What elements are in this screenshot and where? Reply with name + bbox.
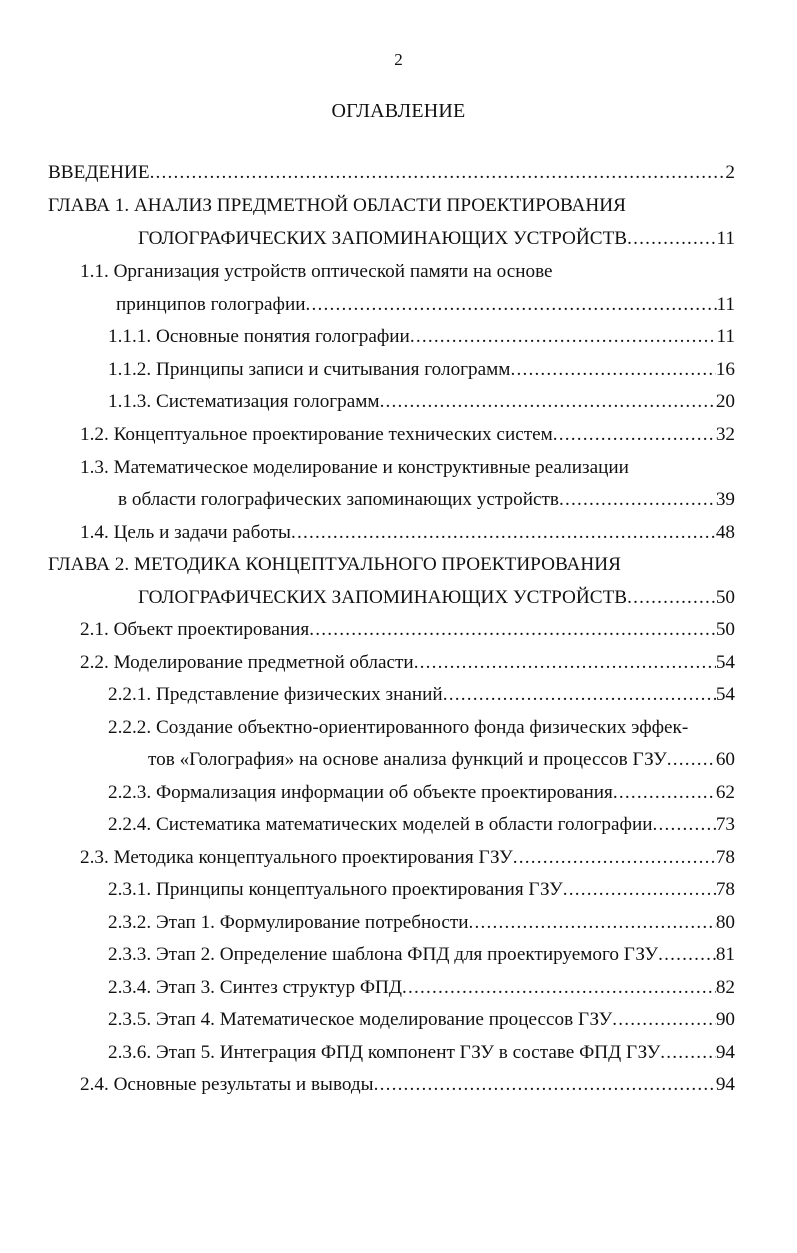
toc-entry-text: ГОЛОГРАФИЧЕСКИХ ЗАПОМИНАЮЩИХ УСТРОЙСТВ (138, 228, 628, 249)
toc-page-number: 62 (715, 782, 735, 803)
toc-entry-text: 2.3.5. Этап 4. Математическое моделирование процессов ГЗУ (108, 1009, 613, 1030)
toc-entry-2-3-6[interactable] (108, 1038, 735, 1068)
toc-entry-1-1-2[interactable] (108, 355, 735, 385)
toc-entry-text: 1.1.1. Основные понятия голографии (108, 326, 410, 347)
toc-entry-2-3-2[interactable] (108, 908, 735, 938)
toc-entry-text: 2.3.6. Этап 5. Интеграция ФПД компонент ГЗУ в составе ФПД ГЗУ (108, 1042, 661, 1063)
toc-entry-text: принципов голографии (116, 294, 306, 315)
dot-leader (443, 680, 716, 710)
toc-entry-text: 1.1.3. Систематизация голограмм (108, 391, 380, 412)
toc-entry-2-1[interactable] (80, 615, 735, 645)
page-number: 2 (394, 50, 403, 69)
toc-entry-text: 2.4. Основные результаты и выводы (80, 1074, 374, 1095)
toc-section-1-3-heading[interactable]: 1.3. Математическое моделирование и конструктивные реализации (80, 457, 629, 478)
toc-entry-1-2[interactable] (80, 420, 735, 450)
dot-leader (469, 908, 716, 938)
toc-entry-2-2-4[interactable] (108, 810, 735, 840)
toc-entry-1-4[interactable] (80, 518, 735, 548)
toc-page-number: 16 (715, 359, 735, 380)
toc-page-number: 90 (715, 1009, 735, 1030)
toc-entry-text: ГОЛОГРАФИЧЕСКИХ ЗАПОМИНАЮЩИХ УСТРОЙСТВ (138, 587, 628, 608)
toc-page-number: 78 (715, 847, 735, 868)
dot-leader (627, 583, 716, 613)
dot-leader (510, 355, 715, 385)
toc-entry-text: 2.2.4. Систематика математических моделей в области голографии (108, 814, 653, 835)
toc-entry-2-3-1[interactable] (108, 875, 735, 905)
dot-leader (658, 940, 716, 970)
dot-leader (414, 648, 716, 678)
dot-leader (309, 615, 716, 645)
dot-leader (553, 420, 716, 450)
toc-entry-text: 2.3. Методика концептуального проектирования ГЗУ (80, 847, 513, 868)
toc-entry-2-3-3[interactable] (108, 940, 735, 970)
toc-entry-text: ВВЕДЕНИЕ (48, 162, 150, 183)
toc-page-number: 78 (715, 879, 735, 900)
toc-page-number: 32 (715, 424, 735, 445)
toc-entry-text: в области голографических запоминающих устройств (118, 489, 559, 510)
toc-entry-text: 1.1.2. Принципы записи и считывания голограмм (108, 359, 511, 380)
page-title: ОГЛАВЛЕНИЕ (331, 100, 466, 122)
toc-entry-2-2[interactable] (80, 648, 735, 678)
toc-page-number: 48 (715, 522, 735, 543)
toc-entry-2-2-2[interactable] (148, 745, 735, 775)
toc-page-number: 94 (715, 1074, 735, 1095)
toc-entry-1-1[interactable] (116, 290, 735, 320)
toc-entry-1-3[interactable] (118, 485, 735, 515)
dot-leader (374, 1070, 716, 1100)
dot-leader (380, 387, 716, 417)
dot-leader (653, 810, 716, 840)
dot-leader (410, 322, 717, 352)
toc-entry-text: 1.2. Концептуальное проектирование технических систем (80, 424, 553, 445)
dot-leader (563, 875, 716, 905)
toc-page-number: 11 (716, 294, 735, 315)
toc-entry-text: 2.3.3. Этап 2. Определение шаблона ФПД для проектируемого ГЗУ (108, 944, 659, 965)
toc-section-1-1-heading[interactable]: 1.1. Организация устройств оптической памяти на основе (80, 261, 553, 282)
toc-entry-text: тов «Голография» на основе анализа функций и процессов ГЗУ (148, 749, 667, 770)
toc-chapter-1-heading[interactable]: ГЛАВА 1. АНАЛИЗ ПРЕДМЕТНОЙ ОБЛАСТИ ПРОЕКТИРОВАНИЯ (48, 195, 626, 216)
toc-entry-introduction[interactable] (48, 158, 735, 188)
dot-leader (559, 485, 716, 515)
toc-entry-chapter-2[interactable] (138, 583, 735, 613)
dot-leader (660, 1038, 716, 1068)
toc-entry-1-1-3[interactable] (108, 387, 735, 417)
dot-leader (612, 1005, 716, 1035)
toc-page-number: 50 (715, 587, 735, 608)
toc-entry-2-2-3[interactable] (108, 778, 735, 808)
toc-page-number: 2 (725, 162, 735, 183)
toc-entry-2-4[interactable] (80, 1070, 735, 1100)
toc-entry-text: 2.3.1. Принципы концептуального проектирования ГЗУ (108, 879, 563, 900)
toc-entry-2-3-4[interactable] (108, 973, 735, 1003)
toc-page-number: 39 (715, 489, 735, 510)
dot-leader (291, 518, 716, 548)
toc-page-number: 54 (715, 684, 735, 705)
toc-entry-text: 2.3.2. Этап 1. Формулирование потребности (108, 912, 469, 933)
toc-page-number: 11 (716, 228, 735, 249)
toc-entry-text: 2.3.4. Этап 3. Синтез структур ФПД (108, 977, 402, 998)
dot-leader (306, 290, 717, 320)
toc-chapter-2-heading[interactable]: ГЛАВА 2. МЕТОДИКА КОНЦЕПТУАЛЬНОГО ПРОЕКТИРОВАНИЯ (48, 554, 621, 575)
toc-page-number: 82 (715, 977, 735, 998)
toc-page-number: 54 (715, 652, 735, 673)
toc-entry-chapter-1[interactable] (138, 224, 735, 254)
dot-leader (150, 158, 726, 188)
toc-entry-text: 2.2. Моделирование предметной области (80, 652, 414, 673)
toc-entry-text: 2.2.1. Представление физических знаний (108, 684, 443, 705)
toc-entry-2-3[interactable] (80, 843, 735, 873)
dot-leader (402, 973, 716, 1003)
toc-page-number: 81 (715, 944, 735, 965)
dot-leader (613, 778, 716, 808)
toc-entry-text: 2.2.3. Формализация информации об объекте проектирования (108, 782, 613, 803)
dot-leader (667, 745, 716, 775)
toc-entry-1-1-1[interactable] (108, 322, 735, 352)
toc-page-number: 60 (715, 749, 735, 770)
toc-section-2-2-2-heading[interactable]: 2.2.2. Создание объектно-ориентированного фонда физических эффек- (108, 717, 689, 738)
dot-leader (627, 224, 716, 254)
toc-entry-2-3-5[interactable] (108, 1005, 735, 1035)
toc-page-number: 94 (715, 1042, 735, 1063)
toc-page-number: 80 (715, 912, 735, 933)
toc-page-number: 11 (716, 326, 735, 347)
toc-entry-2-2-1[interactable] (108, 680, 735, 710)
toc-page-number: 73 (715, 814, 735, 835)
dot-leader (513, 843, 716, 873)
toc-page-number: 20 (715, 391, 735, 412)
toc-entry-text: 2.1. Объект проектирования (80, 619, 310, 640)
toc-page-number: 50 (715, 619, 735, 640)
toc-entry-text: 1.4. Цель и задачи работы (80, 522, 291, 543)
